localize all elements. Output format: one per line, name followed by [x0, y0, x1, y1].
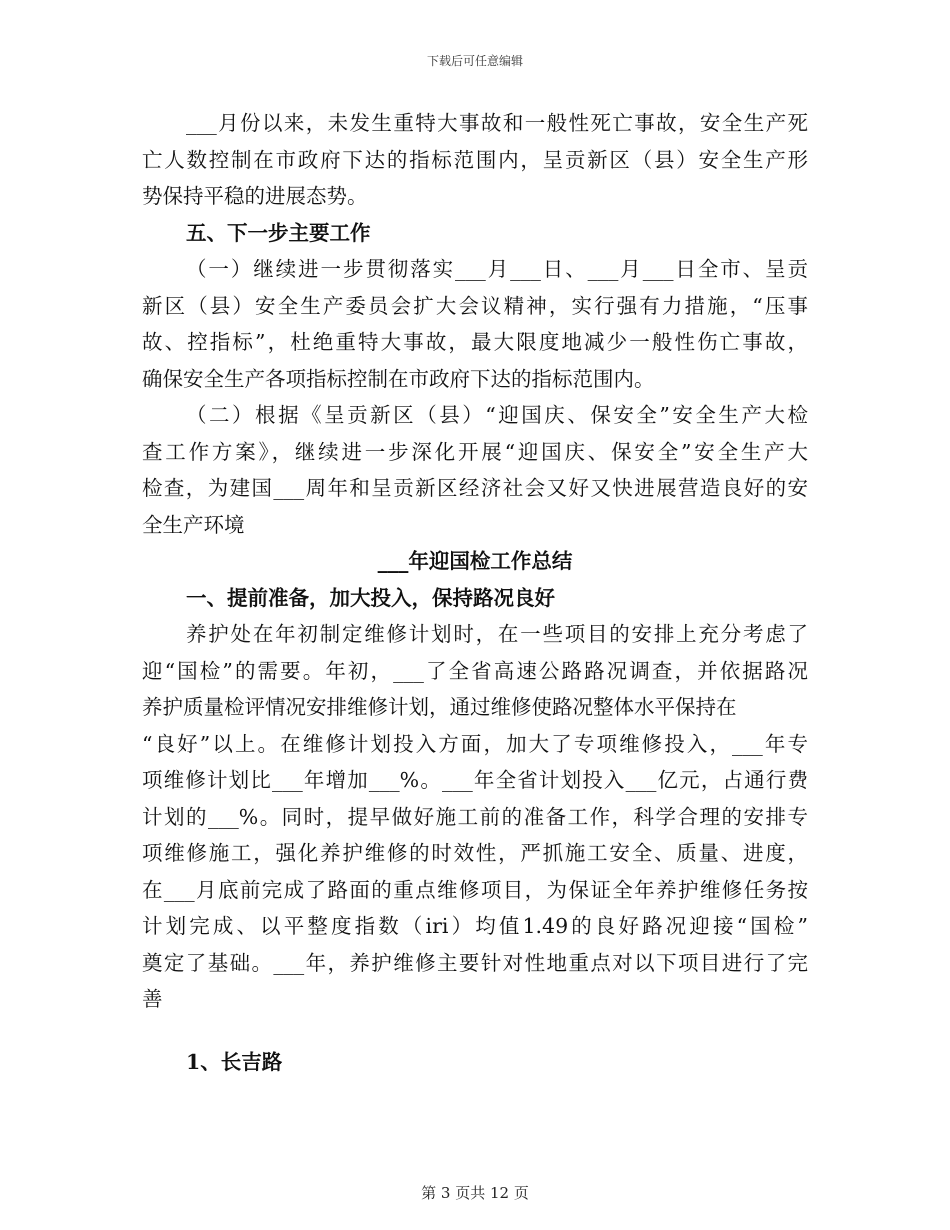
paragraph-line: 检查，为建国___周年和呈贡新区经济社会又好又快进展营造良好的安	[142, 476, 808, 500]
section-heading: 一、提前准备，加大投入，保持路况良好	[186, 585, 555, 610]
section-heading: 五、下一步主要工作	[186, 220, 371, 245]
document-body	[142, 105, 808, 1080]
paragraph-line: 养护质量检评情况安排维修计划，通过维修使路况整体水平保持在	[142, 695, 737, 719]
paragraph-line: 奠定了基础。___年，养护维修主要针对性地重点对以下项目进行了完	[142, 950, 808, 975]
paragraph-line: 确保安全生产各项指标控制在市政府下达的指标范围内。	[142, 366, 655, 391]
paragraph-line: 势保持平稳的进展态势。	[142, 184, 368, 208]
paragraph-line: 查工作方案》，继续进一步深化开展“迎国庆、保安全”安全生产大	[142, 439, 808, 464]
paragraph-line: 亡人数控制在市政府下达的指标范围内，呈贡新区（县）安全生产形	[142, 147, 808, 172]
paragraph-line: 计划的___%。同时，提早做好施工前的准备工作，科学合理的安排专	[142, 804, 808, 829]
paragraph-line: 全生产环境	[142, 512, 245, 537]
paragraph-line: 善	[142, 987, 163, 1011]
paragraph-line: 项维修施工，强化养护维修的时效性，严抓施工安全、质量、进度，	[142, 841, 808, 865]
paragraph-line: 养护处在年初制定维修计划时，在一些项目的安排上充分考虑了	[186, 622, 808, 646]
paragraph-line: （二）根据《呈贡新区（县）“迎国庆、保安全”安全生产大检	[186, 403, 808, 427]
paragraph-line: 故、控指标”，杜绝重特大事故，最大限度地减少一般性伤亡事故，	[142, 330, 808, 354]
paragraph-line: “良好”以上。在维修计划投入方面，加大了专项维修投入，___年专	[142, 731, 808, 756]
paragraph-line: 新区（县）安全生产委员会扩大会议精神，实行强有力措施，“压事	[142, 293, 808, 318]
item-heading: 1、长吉路	[186, 1049, 283, 1074]
paragraph-line: 项维修计划比___年增加___%。___年全省计划投入___亿元，占通行费	[142, 768, 808, 792]
paragraph-line: 在___月底前完成了路面的重点维修项目，为保证全年养护维修任务按	[142, 877, 808, 902]
spacer	[142, 1018, 808, 1044]
paragraph-line: 计划完成、以平整度指数（iri）均值1.49的良好路况迎接“国检”	[142, 914, 808, 938]
paragraph-line: ___月份以来，未发生重特大事故和一般性死亡事故，安全生产死	[186, 111, 808, 135]
page-footer: 第 3 页共 12 页	[421, 1184, 529, 1202]
paragraph-line: （一）继续进一步贯彻落实___月___日、___月___日全市、呈贡	[186, 257, 808, 281]
paragraph-line: 迎“国检”的需要。年初，___了全省高速公路路况调查，并依据路况	[142, 658, 808, 683]
page-header: 下载后可任意编辑	[426, 54, 523, 68]
document-title: ___年迎国检工作总结	[377, 549, 573, 573]
